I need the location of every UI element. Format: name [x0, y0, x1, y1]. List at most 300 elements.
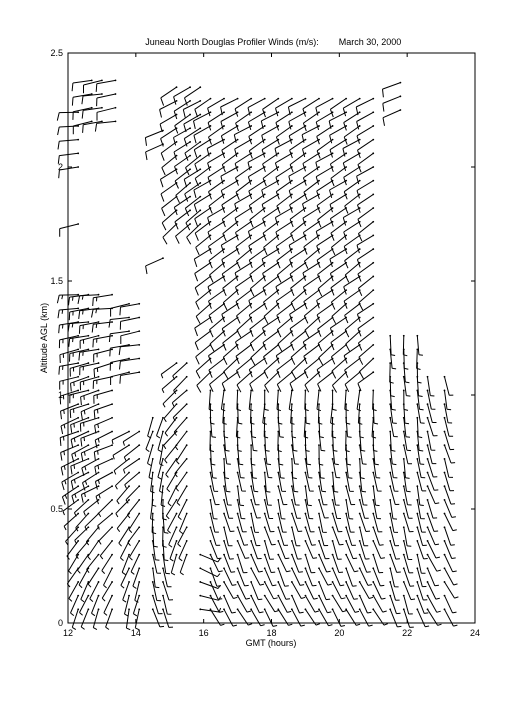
barb-base-dot: [318, 567, 320, 569]
barb-base-dot: [427, 485, 429, 487]
barb-base-dot: [237, 567, 239, 569]
barb-base-dot: [162, 581, 164, 583]
barb-base-dot: [152, 595, 154, 597]
barb-base-dot: [399, 109, 401, 111]
barb-base-dot: [427, 567, 429, 569]
barb-base-dot: [264, 472, 266, 474]
barb-base-dot: [138, 303, 140, 305]
barb-base-dot: [403, 513, 405, 515]
barb-base-dot: [237, 540, 239, 542]
barb-base-dot: [372, 125, 374, 127]
barb-base-dot: [223, 180, 225, 182]
barb-base-dot: [345, 472, 347, 474]
barb-base-dot: [264, 152, 266, 154]
barb-base-dot: [372, 390, 374, 392]
barb-base-dot: [444, 390, 446, 392]
barb-base-dot: [372, 193, 374, 195]
barb-base-dot: [162, 608, 164, 610]
barb-base-dot: [152, 554, 154, 556]
barb-base-dot: [250, 235, 252, 237]
barb-base-dot: [416, 595, 418, 597]
barb-base-dot: [372, 111, 374, 113]
barb-base-dot: [87, 390, 89, 392]
barb-base-dot: [427, 431, 429, 433]
barb-base-dot: [111, 554, 113, 556]
barb-base-dot: [111, 458, 113, 460]
barb-base-dot: [277, 221, 279, 223]
barb-base-dot: [77, 417, 79, 419]
barb-base-dot: [138, 458, 140, 460]
barb-base-dot: [277, 526, 279, 528]
y-tick-label: 1: [57, 390, 63, 400]
barb-base-dot: [291, 513, 293, 515]
barb-base-dot: [291, 111, 293, 113]
barb-base-dot: [427, 444, 429, 446]
barb-base-dot: [87, 485, 89, 487]
barb-base-dot: [318, 485, 320, 487]
barb-base-dot: [332, 417, 334, 419]
barb-base-dot: [372, 554, 374, 556]
barb-base-dot: [332, 595, 334, 597]
y-tick-label: 0: [57, 618, 63, 628]
barb-base-dot: [128, 472, 130, 474]
barb-base-dot: [138, 330, 140, 332]
barb-base-dot: [77, 581, 79, 583]
y-tick-label: 2: [57, 162, 63, 172]
barb-base-dot: [115, 93, 117, 95]
barb-base-dot: [305, 139, 307, 141]
barb-base-dot: [291, 98, 293, 100]
barb-base-dot: [128, 358, 130, 360]
barb-base-dot: [189, 86, 191, 88]
barb-base-dot: [210, 540, 212, 542]
barb-base-dot: [87, 472, 89, 474]
barb-base-dot: [210, 472, 212, 474]
barb-base-dot: [389, 485, 391, 487]
x-tick-label: 24: [469, 628, 481, 638]
barb-base-dot: [111, 581, 113, 583]
barb-base-dot: [210, 554, 212, 556]
barb-base-dot: [199, 608, 201, 610]
barb-base-dot: [186, 472, 188, 474]
barb-base-dot: [372, 317, 374, 319]
barb-base-dot: [199, 581, 201, 583]
barb-base-dot: [372, 152, 374, 154]
barb-base-dot: [318, 595, 320, 597]
barb-base-dot: [87, 335, 89, 337]
barb-base-dot: [210, 390, 212, 392]
barb-base-dot: [359, 180, 361, 182]
barb-base-dot: [223, 139, 225, 141]
barb-base-dot: [277, 581, 279, 583]
barb-base-dot: [444, 458, 446, 460]
barb-base-dot: [186, 362, 188, 364]
barb-base-dot: [77, 152, 79, 154]
barb-base-dot: [444, 595, 446, 597]
barb-base-dot: [277, 390, 279, 392]
barb-base-dot: [210, 526, 212, 528]
barb-base-dot: [318, 166, 320, 168]
barb-base-dot: [176, 417, 178, 419]
barb-base-dot: [345, 499, 347, 501]
barb-base-dot: [128, 608, 130, 610]
barb-base-dot: [223, 111, 225, 113]
barb-base-dot: [305, 554, 307, 556]
barb-base-dot: [416, 540, 418, 542]
barb-base-dot: [359, 248, 361, 250]
barb-base-dot: [199, 127, 201, 129]
barb-base-dot: [115, 107, 117, 109]
barb-base-dot: [372, 262, 374, 264]
barb-base-dot: [250, 180, 252, 182]
barb-base-dot: [237, 499, 239, 501]
barb-base-dot: [277, 472, 279, 474]
barb-base-dot: [87, 595, 89, 597]
barb-base-dot: [332, 608, 334, 610]
barb-base-dot: [345, 526, 347, 528]
barb-base-dot: [186, 540, 188, 542]
barb-base-dot: [77, 485, 79, 487]
chart-date: March 30, 2000: [338, 37, 402, 47]
barb-base-dot: [138, 567, 140, 569]
barb-base-dot: [128, 330, 130, 332]
barb-base-dot: [372, 139, 374, 141]
barb-base-dot: [389, 540, 391, 542]
barb-base-dot: [264, 595, 266, 597]
barb-base-dot: [416, 458, 418, 460]
barb-base-dot: [111, 403, 113, 405]
barb-base-dot: [359, 485, 361, 487]
barb-base-dot: [223, 98, 225, 100]
barb-base-dot: [77, 540, 79, 542]
barb-base-dot: [250, 567, 252, 569]
barb-base-dot: [359, 98, 361, 100]
barb-base-dot: [199, 567, 201, 569]
barb-base-dot: [223, 193, 225, 195]
barb-base-dot: [138, 526, 140, 528]
barb-base-dot: [87, 513, 89, 515]
barb-base-dot: [250, 513, 252, 515]
barb-base-dot: [372, 248, 374, 250]
barb-base-dot: [305, 526, 307, 528]
barb-base-dot: [291, 390, 293, 392]
barb-base-dot: [210, 221, 212, 223]
barb-base-dot: [389, 499, 391, 501]
barb-base-dot: [77, 139, 79, 141]
barb-base-dot: [111, 608, 113, 610]
barb-base-dot: [318, 554, 320, 556]
barb-base-dot: [403, 458, 405, 460]
barb-base-dot: [237, 513, 239, 515]
barb-base-dot: [372, 371, 374, 373]
barb-base-dot: [359, 403, 361, 405]
barb-base-dot: [359, 193, 361, 195]
barb-base-dot: [345, 485, 347, 487]
barb-base-dot: [305, 207, 307, 209]
barb-base-dot: [264, 125, 266, 127]
barb-base-dot: [444, 540, 446, 542]
barb-base-dot: [416, 513, 418, 515]
barb-base-dot: [111, 595, 113, 597]
barb-base-dot: [291, 554, 293, 556]
barb-base-dot: [77, 444, 79, 446]
barb-base-dot: [162, 485, 164, 487]
barb-base-dot: [416, 567, 418, 569]
barb-base-dot: [345, 221, 347, 223]
barb-base-dot: [389, 595, 391, 597]
barb-base-dot: [277, 111, 279, 113]
plot-frame: [68, 53, 475, 623]
barb-base-dot: [318, 499, 320, 501]
barb-base-dot: [359, 111, 361, 113]
barb-base-dot: [152, 458, 154, 460]
barb-base-dot: [189, 223, 191, 225]
barb-base-dot: [359, 139, 361, 141]
barb-base-dot: [332, 472, 334, 474]
barb-base-dot: [152, 581, 154, 583]
barb-base-dot: [98, 335, 100, 337]
barb-base-dot: [189, 114, 191, 116]
barb-base-dot: [318, 125, 320, 127]
barb-base-dot: [162, 499, 164, 501]
barb-base-dot: [403, 472, 405, 474]
y-axis-label: Altitude AGL (km): [39, 302, 49, 374]
barb-base-dot: [138, 344, 140, 346]
barb-base-dot: [138, 581, 140, 583]
barb-base-dot: [176, 141, 178, 143]
barb-base-dot: [87, 417, 89, 419]
barb-base-dot: [444, 513, 446, 515]
barb-base-dot: [223, 595, 225, 597]
barb-base-dot: [111, 294, 113, 296]
barb-base-dot: [111, 485, 113, 487]
barb-base-dot: [152, 472, 154, 474]
barb-base-dot: [277, 499, 279, 501]
barb-base-dot: [223, 248, 225, 250]
barb-base-dot: [128, 303, 130, 305]
barb-base-dot: [199, 114, 201, 116]
barb-base-dot: [372, 358, 374, 360]
barb-base-dot: [277, 485, 279, 487]
barb-base-dot: [359, 526, 361, 528]
barb-base-dot: [416, 335, 418, 337]
barb-base-dot: [345, 540, 347, 542]
x-axis-label: GMT (hours): [245, 638, 297, 648]
barb-base-dot: [199, 86, 201, 88]
barb-base-dot: [277, 152, 279, 154]
barb-base-dot: [332, 125, 334, 127]
barb-base-dot: [403, 554, 405, 556]
barb-base-dot: [199, 223, 201, 225]
barb-base-dot: [291, 248, 293, 250]
barb-base-dot: [223, 526, 225, 528]
barb-base-dot: [223, 125, 225, 127]
barb-base-dot: [98, 458, 100, 460]
barb-base-dot: [444, 403, 446, 405]
barb-base-dot: [305, 152, 307, 154]
barb-base-dot: [91, 79, 93, 81]
x-tick-label: 22: [402, 628, 413, 638]
x-tick-label: 16: [198, 628, 209, 638]
barb-base-dot: [186, 376, 188, 378]
barb-base-dot: [223, 390, 225, 392]
barb-base-dot: [138, 499, 140, 501]
barb-base-dot: [416, 472, 418, 474]
barb-base-dot: [189, 155, 191, 157]
barb-base-dot: [162, 567, 164, 569]
barb-base-dot: [416, 403, 418, 405]
barb-base-dot: [332, 526, 334, 528]
barb-base-dot: [98, 472, 100, 474]
barb-base-dot: [332, 567, 334, 569]
barb-base-dot: [332, 540, 334, 542]
barb-base-dot: [416, 554, 418, 556]
barb-base-dot: [77, 403, 79, 405]
barb-base-dot: [318, 540, 320, 542]
barb-base-dot: [111, 335, 113, 337]
barb-base-dot: [111, 417, 113, 419]
barb-base-dot: [359, 125, 361, 127]
barb-base-dot: [77, 431, 79, 433]
barb-base-dot: [359, 513, 361, 515]
barb-base-dot: [444, 499, 446, 501]
barb-base-dot: [403, 595, 405, 597]
barb-base-dot: [98, 294, 100, 296]
barb-base-dot: [345, 608, 347, 610]
barb-base-dot: [138, 472, 140, 474]
barb-base-dot: [372, 289, 374, 291]
barb-base-dot: [264, 390, 266, 392]
barb-base-dot: [389, 608, 391, 610]
barb-base-dot: [199, 168, 201, 170]
barb-base-dot: [128, 458, 130, 460]
barb-base-dot: [427, 458, 429, 460]
barb-base-dot: [403, 444, 405, 446]
barb-base-dot: [210, 595, 212, 597]
barb-base-dot: [416, 444, 418, 446]
barb-base-dot: [444, 581, 446, 583]
barb-base-dot: [186, 526, 188, 528]
barb-base-dot: [189, 141, 191, 143]
barb-base-dot: [152, 608, 154, 610]
barb-base-dot: [291, 526, 293, 528]
barb-base-dot: [186, 499, 188, 501]
barb-base-dot: [162, 431, 164, 433]
barb-base-dot: [416, 417, 418, 419]
barb-base-dot: [111, 390, 113, 392]
barb-base-dot: [77, 362, 79, 364]
barb-base-dot: [291, 608, 293, 610]
barb-base-dot: [91, 121, 93, 123]
barb-base-dot: [138, 317, 140, 319]
barb-base-dot: [128, 554, 130, 556]
barb-base-dot: [186, 513, 188, 515]
barb-base-dot: [305, 567, 307, 569]
barb-base-dot: [389, 417, 391, 419]
barb-base-dot: [318, 98, 320, 100]
barb-base-dot: [389, 362, 391, 364]
barb-base-dot: [199, 196, 201, 198]
barb-base-dot: [264, 608, 266, 610]
barb-base-dot: [152, 417, 154, 419]
barb-base-dot: [372, 166, 374, 168]
barb-base-dot: [427, 403, 429, 405]
x-tick-label: 18: [266, 628, 277, 638]
barb-base-dot: [77, 595, 79, 597]
barb-base-dot: [98, 485, 100, 487]
barb-base-dot: [291, 125, 293, 127]
barb-base-dot: [318, 526, 320, 528]
barb-base-dot: [427, 581, 429, 583]
barb-base-dot: [264, 193, 266, 195]
barb-base-dot: [403, 335, 405, 337]
barb-base-dot: [87, 321, 89, 323]
barb-base-dot: [199, 554, 201, 556]
barb-base-dot: [264, 417, 266, 419]
barb-base-dot: [399, 82, 401, 84]
barb-base-dot: [277, 166, 279, 168]
barb-base-dot: [186, 485, 188, 487]
barb-base-dot: [250, 444, 252, 446]
barb-base-dot: [372, 499, 374, 501]
barb-base-dot: [152, 567, 154, 569]
barb-base-dot: [98, 321, 100, 323]
barb-base-dot: [87, 499, 89, 501]
barb-base-dot: [372, 581, 374, 583]
barb-base-dot: [115, 121, 117, 123]
barb-base-dot: [427, 554, 429, 556]
barb-base-dot: [176, 554, 178, 556]
barb-base-dot: [189, 127, 191, 129]
barb-base-dot: [359, 499, 361, 501]
barb-base-dot: [111, 526, 113, 528]
barb-base-dot: [345, 111, 347, 113]
barb-base-dot: [403, 485, 405, 487]
barb-base-dot: [264, 540, 266, 542]
barb-base-dot: [444, 554, 446, 556]
barb-base-dot: [98, 581, 100, 583]
barb-base-dot: [237, 554, 239, 556]
y-tick-label: 2.5: [50, 48, 63, 58]
barb-base-dot: [237, 472, 239, 474]
barb-base-dot: [138, 485, 140, 487]
barb-base-dot: [277, 554, 279, 556]
barb-base-dot: [427, 595, 429, 597]
barb-base-dot: [359, 567, 361, 569]
x-tick-label: 12: [62, 628, 74, 638]
barb-base-dot: [318, 111, 320, 113]
barb-base-dot: [210, 608, 212, 610]
barb-base-dot: [291, 567, 293, 569]
barb-base-dot: [332, 193, 334, 195]
barb-base-dot: [199, 182, 201, 184]
barb-base-dot: [264, 207, 266, 209]
barb-base-dot: [332, 581, 334, 583]
barb-base-dot: [223, 567, 225, 569]
barb-base-dot: [138, 431, 140, 433]
barb-base-dot: [345, 567, 347, 569]
barb-base-dot: [210, 111, 212, 113]
barb-base-dot: [372, 235, 374, 237]
barb-base-dot: [176, 526, 178, 528]
barb-base-dot: [318, 444, 320, 446]
barb-base-dot: [111, 431, 113, 433]
barb-base-dot: [264, 513, 266, 515]
barb-base-dot: [264, 581, 266, 583]
barb-base-dot: [176, 86, 178, 88]
barb-base-dot: [98, 444, 100, 446]
barb-base-dot: [77, 390, 79, 392]
